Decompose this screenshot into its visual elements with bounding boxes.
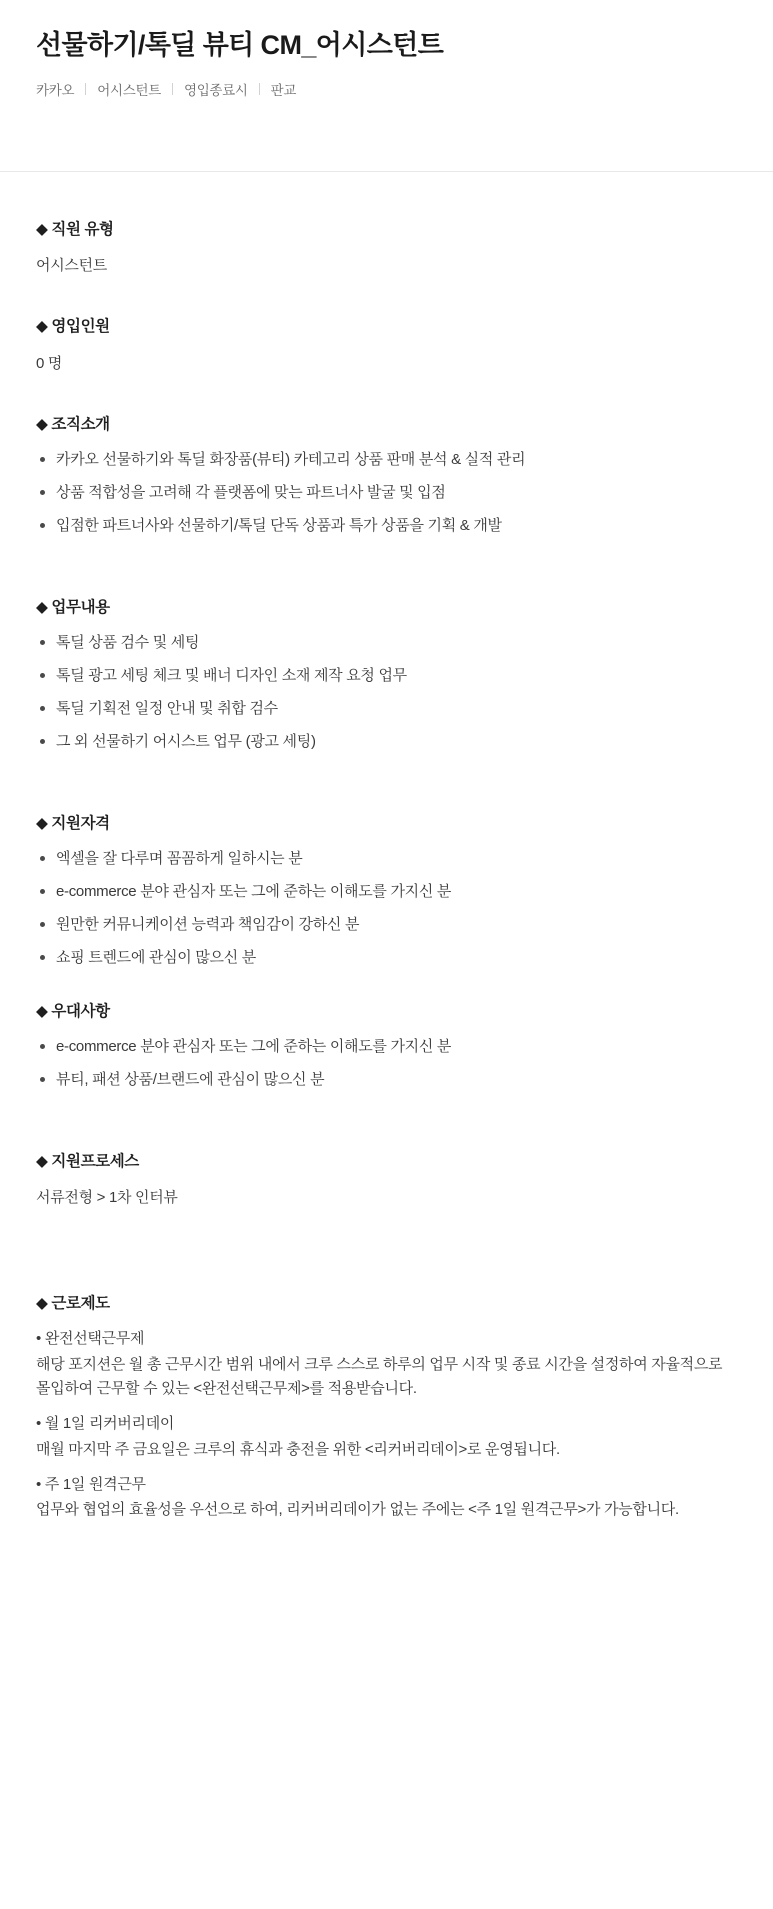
- section-heading: ◆ 지원자격: [36, 815, 110, 833]
- section-heading: ◆ 지원프로세스: [36, 1153, 139, 1171]
- section-heading: ◆ 직원 유형: [36, 221, 114, 239]
- bullet-list: [36, 847, 737, 970]
- header-spacer: [0, 99, 773, 171]
- bullet-list: [36, 1035, 737, 1092]
- work-system-description: 업무와 협업의 효율성을 우선으로 하여, 리커버리데이가 없는 주에는 <주 1일 원격근무>가 가능합니다.: [36, 1501, 679, 1519]
- section-gap: [36, 1126, 737, 1148]
- section-gap: [36, 1246, 737, 1268]
- section-gap: [36, 788, 737, 810]
- breadcrumb-item-deadline: 영입종료시: [183, 83, 248, 99]
- breadcrumb-item-role: 어시스턴트: [97, 83, 161, 99]
- section-text: 0 명: [36, 354, 63, 372]
- work-system-title: • 완전선택근무제: [36, 1329, 145, 1347]
- section-heading: ◆ 근로제도: [36, 1294, 110, 1312]
- list-item: 톡딜 광고 세팅 체크 및 배너 디자인 소재 제작 요청 업무: [36, 664, 737, 688]
- work-system-description: 매월 마지막 주 금요일은 크루의 휴식과 충전을 위한 <리커버리데이>로 운영됩니다.: [36, 1440, 560, 1458]
- section-preferred: [36, 998, 737, 1092]
- section-text: 어시스턴트: [36, 257, 107, 275]
- posting-body: [0, 172, 773, 1597]
- list-item: 원만한 커뮤니케이션 능력과 책임감이 강하신 분: [36, 913, 737, 937]
- section-employee-type: [36, 216, 737, 279]
- section-gap: [36, 1268, 737, 1290]
- section-qualifications: [36, 810, 737, 970]
- work-system-title: • 주 1일 원격근무: [36, 1475, 146, 1493]
- list-item: 카카오 선물하기와 톡딜 화장품(뷰티) 카테고리 상품 판매 분석 & 실적 관리: [36, 448, 737, 472]
- section-text: 서류전형 > 1차 인터뷰: [36, 1189, 178, 1207]
- section-heading: ◆ 업무내용: [36, 598, 110, 616]
- breadcrumb-divider: [259, 83, 260, 95]
- section-heading: ◆ 조직소개: [36, 415, 110, 433]
- section-heading: ◆ 우대사항: [36, 1003, 110, 1021]
- breadcrumb-divider: [172, 83, 173, 95]
- breadcrumb-item-location: 판교: [270, 83, 297, 99]
- list-item: 톡딜 상품 검수 및 세팅: [36, 631, 737, 655]
- breadcrumb: [36, 79, 737, 99]
- section-team-intro: [36, 411, 737, 538]
- list-item: 상품 적합성을 고려해 각 플랫폼에 맞는 파트너사 발굴 및 입점: [36, 481, 737, 505]
- section-process: [36, 1148, 737, 1211]
- work-system-title: • 월 1일 리커버리데이: [36, 1415, 175, 1433]
- list-item: 엑셀을 잘 다루며 꼼꼼하게 일하시는 분: [36, 847, 737, 871]
- section-work-system: [36, 1290, 737, 1523]
- section-headcount: [36, 313, 737, 376]
- list-item: 톡딜 기획전 일정 안내 및 취합 검수: [36, 697, 737, 721]
- breadcrumb-item-company: 카카오: [36, 83, 75, 99]
- page-title: 선물하기/톡딜 뷰티 CM_어시스턴트: [36, 30, 444, 60]
- section-responsibilities: [36, 594, 737, 754]
- work-system-description: 해당 포지션은 월 총 근무시간 범위 내에서 크루 스스로 하루의 업무 시작 및 종료 시간을 설정하여 자율적으로 몰입하여 근무할 수 있는 <완전선택근무제>를 적용받습니다.: [36, 1355, 723, 1398]
- list-item: 쇼핑 트렌드에 관심이 많으신 분: [36, 946, 737, 970]
- list-item: 그 외 선물하기 어시스트 업무 (광고 세팅): [36, 730, 737, 754]
- section-gap: [36, 572, 737, 594]
- bullet-list: [36, 448, 737, 538]
- list-item: 입점한 파트너사와 선물하기/톡딜 단독 상품과 특가 상품을 기획 & 개발: [36, 514, 737, 538]
- list-item: e-commerce 분야 관심자 또는 그에 준하는 이해도를 가지신 분: [36, 880, 737, 904]
- posting-header: [0, 0, 773, 99]
- list-item: e-commerce 분야 관심자 또는 그에 준하는 이해도를 가지신 분: [36, 1035, 737, 1059]
- list-item: 뷰티, 패션 상품/브랜드에 관심이 많으신 분: [36, 1068, 737, 1092]
- section-heading: ◆ 영입인원: [36, 318, 110, 336]
- breadcrumb-divider: [85, 83, 86, 95]
- bullet-list: [36, 631, 737, 754]
